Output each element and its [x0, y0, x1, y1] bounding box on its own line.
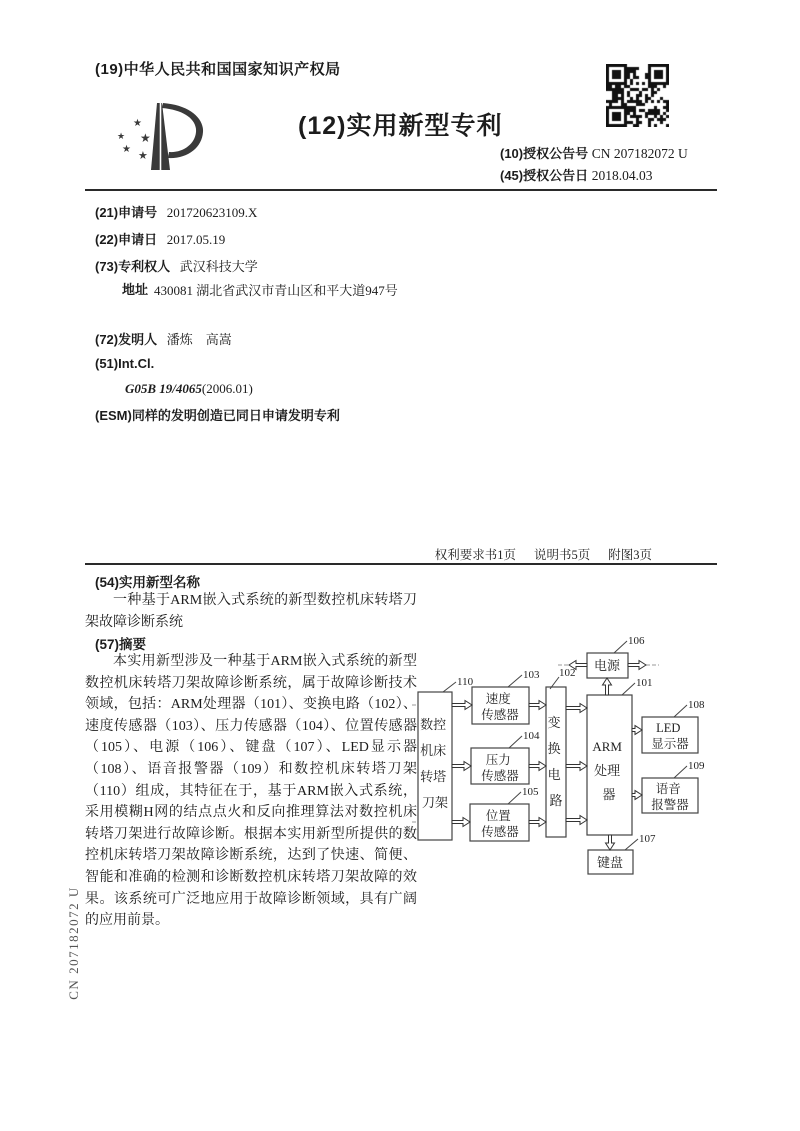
speed-sensor-label: 速度 传感器	[481, 692, 519, 722]
pub-no-value: CN 207182072 U	[591, 146, 688, 161]
voice-alarm-label: 语音 报警器	[651, 782, 689, 812]
system-block-diagram	[412, 628, 762, 886]
machine-block	[418, 692, 452, 840]
pub-no-label: (10)授权公告号	[500, 146, 589, 161]
arrow-arm-power-up	[603, 678, 612, 695]
star-icon: ★	[138, 150, 148, 162]
arrow-pressure-convert	[529, 762, 546, 771]
esm-note: (ESM)同样的发明创造已同日申请发明专利	[95, 408, 340, 423]
application-date-row	[95, 229, 225, 248]
ref-103: 103	[523, 669, 540, 681]
power-supply-label: 电源	[593, 658, 621, 673]
patentee-value: 武汉科技大学	[179, 259, 258, 274]
ref-108: 108	[688, 699, 705, 711]
intcl-label: (51)Int.Cl.	[95, 356, 155, 371]
utility-model-title: 一种基于ARM嵌入式系统的新型数控机床转塔刀架故障诊断系统	[85, 593, 417, 630]
address-row	[122, 279, 424, 302]
document-type-title: (12)实用新型专利	[298, 112, 503, 140]
ref-104: 104	[523, 730, 540, 742]
position-sensor-label: 位置 传感器	[481, 809, 519, 839]
abstract-text: 本实用新型涉及一种基于ARM嵌入式系统的新型数控机床转塔刀架故障诊断系统，属于故障诊断技术领域，包括：ARM处理器（101）、变换电路（102）、速度传感器（103）、压力传感器（104）、位置传感器（105）、电源（106）、键盘（107）、LED显示器（108）、语音报警器（109）和数控机床转塔刀架（110）组成，其特征在于，基于ARM嵌入式系统，采用模糊H网的结点点火和反向推理算法对数控机床转塔刀架进行故障诊断。根据本实用新型所提供的数控机床转塔刀架故障诊断系统，达到了快速、简便、智能和准确的检测和诊断数控机床转塔刀架故障的效果。该系统可广泛地应用于故障诊断领域，具有广阔的应用前景。	[85, 654, 417, 929]
ref-107: 107	[639, 833, 656, 845]
arrow-convert-arm-bot	[566, 816, 587, 825]
conversion-circuit-block	[546, 687, 566, 837]
publication-info	[500, 143, 688, 187]
intcl-value-row	[125, 381, 253, 397]
arrow-position-convert	[529, 818, 546, 827]
cnipa-logo-icon	[113, 96, 225, 184]
publication-number-row	[500, 143, 688, 165]
intcl-version: (2006.01)	[201, 381, 253, 396]
inventor-value: 潘炼 高嵩	[166, 332, 232, 347]
ref-105: 105	[522, 786, 539, 798]
keyboard-label: 键盘	[596, 855, 624, 870]
app-no-label: (21)申请号	[95, 205, 158, 220]
arrow-arm-led	[632, 726, 642, 735]
application-number-row	[95, 202, 257, 221]
ref-110: 110	[457, 676, 474, 688]
ref-101: 101	[636, 677, 653, 689]
arm-processor-label: ARM 处理 器	[592, 739, 622, 802]
app-no-value: 201720623109.X	[166, 205, 258, 220]
arrow-convert-arm-mid	[566, 762, 587, 771]
patentee-row	[95, 256, 258, 275]
qr-code	[606, 64, 669, 132]
inventor-row	[95, 329, 232, 348]
machine-block-label: 数控 机床 转塔 刀架	[420, 717, 449, 810]
inventor-label: (72)发明人	[95, 332, 158, 347]
arrow-power-right	[628, 661, 646, 670]
arrow-machine-speed	[452, 701, 472, 710]
abstract-section-label: (57)摘要	[95, 637, 147, 652]
title-section-label: (54)实用新型名称	[95, 575, 201, 590]
intcl-row	[95, 356, 154, 371]
patentee-label: (73)专利权人	[95, 259, 171, 274]
address-label: 地址	[122, 282, 149, 297]
app-date-label: (22)申请日	[95, 232, 158, 247]
spine-publication-code: CN 207182072 U	[66, 886, 81, 1000]
section-divider	[85, 563, 717, 565]
star-icon: ★	[140, 131, 151, 145]
arrow-machine-position	[452, 818, 470, 827]
address-value: 430081 湖北省武汉市青山区和平大道947号	[154, 283, 398, 298]
conversion-circuit-label: 变 换 电 路	[547, 715, 563, 808]
intcl-class: G05B 19/4065	[125, 381, 202, 396]
arrow-speed-convert	[529, 701, 546, 710]
arrow-convert-arm-top	[566, 704, 587, 713]
issuing-office: (19)中华人民共和国国家知识产权局	[95, 61, 341, 78]
star-icon: ★	[117, 131, 126, 141]
description-pages: 说明书5页	[533, 548, 591, 562]
app-date-value: 2017.05.19	[166, 232, 226, 247]
pressure-sensor-label: 压力 传感器	[481, 753, 519, 783]
pub-date-label: (45)授权公告日	[500, 168, 589, 183]
header-divider	[85, 189, 717, 191]
arrow-machine-pressure	[452, 762, 471, 771]
led-display-label: LED 显示器	[651, 721, 689, 751]
figures-pages: 附图3页	[608, 548, 652, 562]
arrow-arm-voice	[632, 791, 642, 800]
star-icon: ★	[133, 118, 142, 129]
claims-pages: 权利要求书1页	[434, 548, 516, 562]
ref-102: 102	[559, 667, 576, 679]
pub-date-value: 2018.04.03	[591, 168, 653, 183]
pages-info	[435, 545, 652, 563]
ref-109: 109	[688, 760, 705, 772]
arrow-arm-keyboard-down	[606, 835, 615, 850]
publication-date-row	[500, 165, 688, 187]
ref-106: 106	[628, 635, 645, 647]
star-icon: ★	[122, 144, 131, 155]
